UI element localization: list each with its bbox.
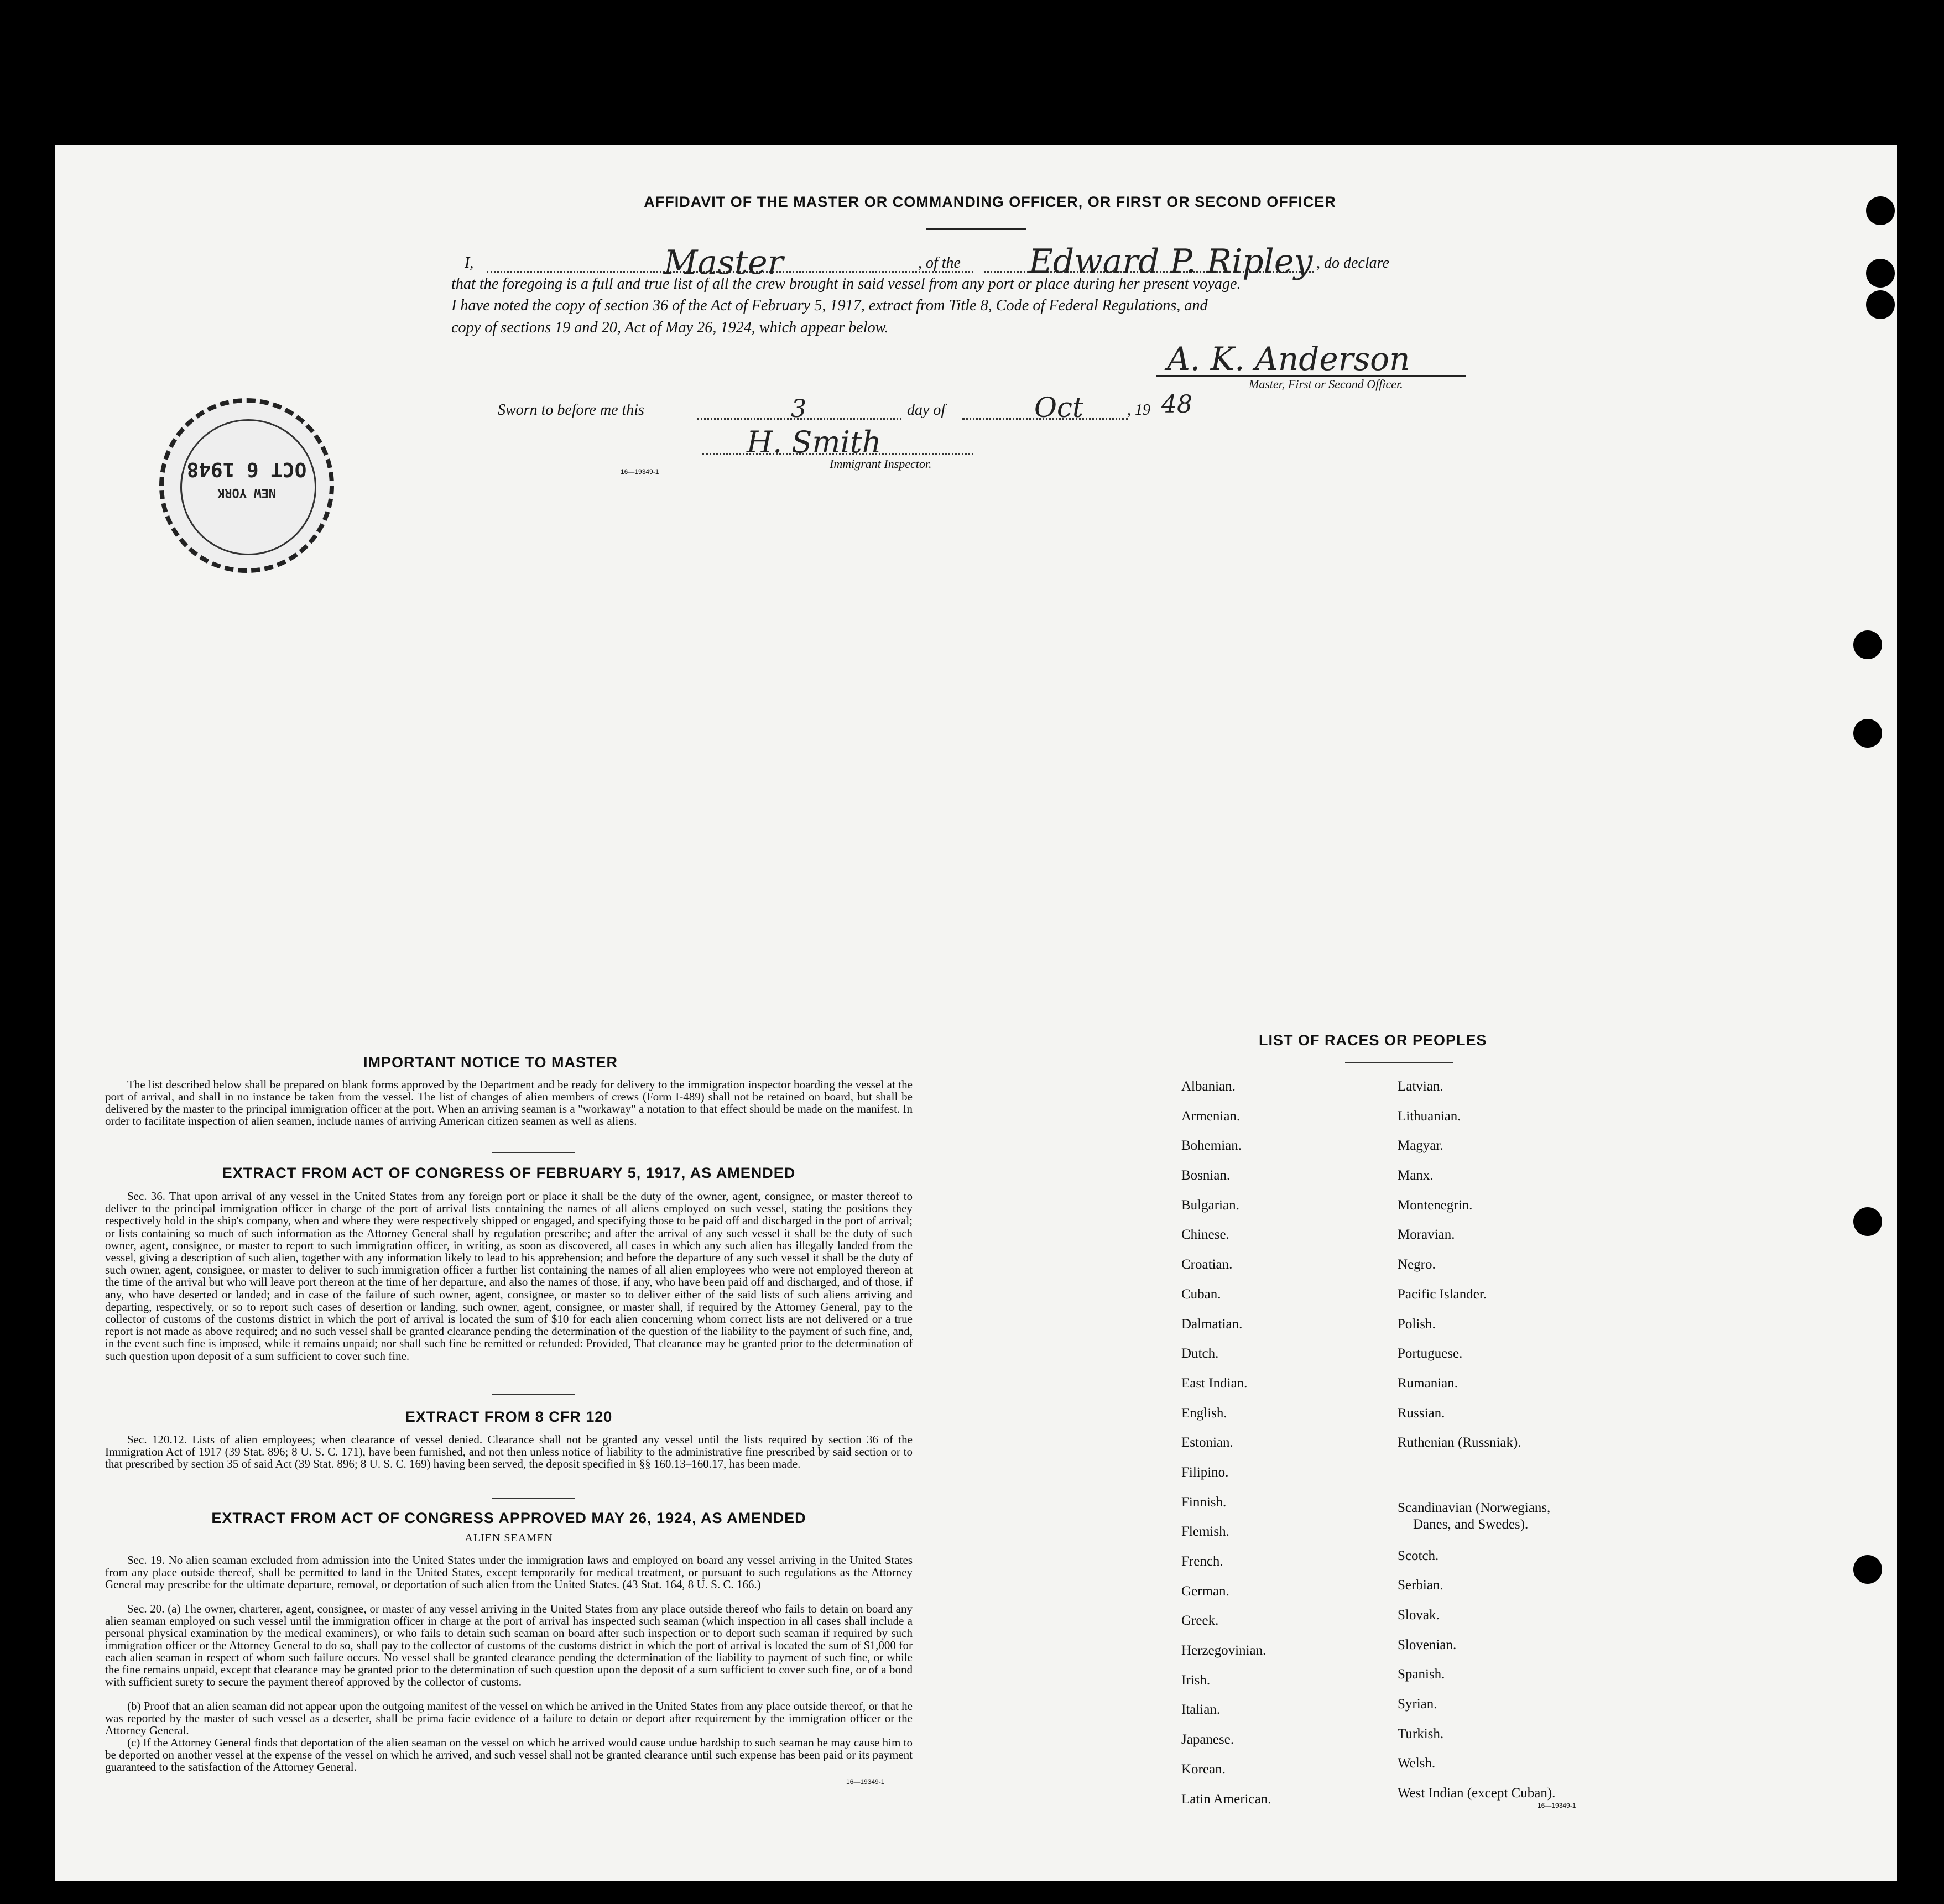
race-item: Spanish. xyxy=(1398,1667,1445,1682)
sworn-line xyxy=(498,390,1272,435)
race-item: Serbian. xyxy=(1398,1578,1443,1593)
vessel-value: Edward P. Ripley xyxy=(1029,242,1313,281)
date-stamp xyxy=(159,398,334,573)
stamp-date: OCT 6 1948 xyxy=(186,458,307,481)
race-item: Bohemian. xyxy=(1181,1138,1242,1154)
race-item: Bosnian. xyxy=(1181,1168,1231,1183)
notice-title: IMPORTANT NOTICE TO MASTER xyxy=(363,1054,618,1071)
year-prefix: , 19 xyxy=(1127,401,1150,419)
race-item: Dalmatian. xyxy=(1181,1316,1243,1332)
affidavit-line-3: I have noted the copy of section 36 of the Act of February 5, 1917, extract from Title 8, Code of Federal Regulations, and xyxy=(451,297,1208,314)
notice-body: The list described below shall be prepared on blank forms approved by the Department and be ready for delivery to the immigration inspector boarding the vessel at the port of arrival, and shall in no instance be taken from the vessel. The list of changes of alien members of crews (Form I-489) shall not be retained on board, but shall be delivered by the master to the principal immigration officer at the port. When an arriving seaman is a "workaway" a notation to that effect should be made on the manifest. In order to facilitate inspection of alien seamen, include names of arriving American citizen seamen as well as aliens. xyxy=(105,1078,913,1128)
races-title-rule xyxy=(1345,1062,1453,1063)
race-item: Irish. xyxy=(1181,1672,1211,1688)
race-item: Finnish. xyxy=(1181,1494,1227,1510)
race-item: Croatian. xyxy=(1181,1257,1233,1272)
race-item: Russian. xyxy=(1398,1405,1445,1421)
month-value: Oct xyxy=(1034,392,1084,424)
day-value: 3 xyxy=(791,395,806,423)
master-signature: A. K. Anderson xyxy=(1167,340,1410,378)
race-item: Manx. xyxy=(1398,1168,1434,1183)
race-item: Armenian. xyxy=(1181,1108,1241,1124)
race-item: Filipino. xyxy=(1181,1464,1229,1480)
extract-1917-body: Sec. 36. That upon arrival of any vessel in the United States from any foreign port or place it shall be the duty of the owner, agent, consignee, or master thereof to deliver to the principal immigration officer in charge of the port of arrival lists containing the names of all aliens employed on such vessel, stating the positions they respectively hold in the ship's company, when and where they were respectively shipped or engaged, and specifying those to be paid off and discharged in the port of arrival; or lists containing so much of such information as the Attorney General shall by regulation prescribe; and after the arrival of any such vessel it shall be the duty of such owner, agent, consignee, or master to report to such immigration officer, in writing, as soon as discovered, all cases in which any such alien has illegally landed from the vessel, giving a description of such alien, together with any information likely to lead to his apprehension; and before the departure of any such vessel it shall be the duty of such owner, agent, consignee, or master to deliver to such immigration officer a further list containing the names of all alien employees who were not employed thereon at the time of the arrival but who will leave port thereon at the time of her departure, and also the names of those, if any, who have been paid off and discharged, and of those, if any, who have deserted or landed; and in case of the failure of such owner, agent, consignee, or master so to deliver either of the said lists of such aliens arriving and departing, respectively, or so to report such cases of desertion or landing, such owner, agent, consignee, or master shall, if required by the Attorney General, pay to the collector of customs of the customs district in which the port of arrival is located the sum of $10 for each alien concerning whom correct lists are not delivered or a true report is not made as above required; and no such vessel shall be granted clearance pending the determination of the question of the liability to the payment of such fine, and, in the event such fine is imposed, while it remains unpaid; nor shall such fine be remitted or refunded: Provided, That clearance may be granted prior to the determination of such question upon deposit of a sum sufficient to cover such fine. xyxy=(105,1190,913,1363)
section-rule xyxy=(492,1152,575,1153)
race-item: English. xyxy=(1181,1405,1227,1421)
i-label: I, xyxy=(465,254,474,272)
stamp-location: NEW YORK xyxy=(217,486,276,499)
race-item: Slovak. xyxy=(1398,1608,1440,1623)
race-item: Scandinavian (Norwegians, xyxy=(1398,1500,1551,1515)
race-item: Albanian. xyxy=(1181,1079,1236,1094)
day-of-label: day of xyxy=(907,401,946,419)
race-item: Korean. xyxy=(1181,1761,1226,1777)
sec19-body: Sec. 19. No alien seaman excluded from admission into the United States under the immigration laws and employed on board any vessel arriving in the United States from any place outside thereof, shall be permitted to land in the United States, except temporarily for medical treatment, or pursuant to such regulations as the Attorney General may prescribe for the ultimate departure, removal, or deportation of such alien from the United States. (43 Stat. 164, 8 U. S. C. 166.) xyxy=(105,1553,913,1591)
race-item: Latvian. xyxy=(1398,1079,1443,1094)
race-item: Japanese. xyxy=(1181,1732,1234,1747)
race-item: East Indian. xyxy=(1181,1375,1248,1391)
race-item: Slovenian. xyxy=(1398,1637,1457,1652)
race-item: Chinese. xyxy=(1181,1227,1229,1243)
form-number-right: 16—19349-1 xyxy=(1538,1802,1576,1809)
race-item: Pacific Islander. xyxy=(1398,1286,1487,1302)
race-item: Turkish. xyxy=(1398,1726,1444,1741)
punch-hole xyxy=(1866,290,1895,319)
races-right-column xyxy=(1398,1072,1663,1808)
race-item: Italian. xyxy=(1181,1702,1221,1718)
race-item: Negro. xyxy=(1398,1257,1436,1272)
race-item: Latin American. xyxy=(1181,1791,1271,1807)
affidavit-line-4: copy of sections 19 and 20, Act of May 26, 1924, which appear below. xyxy=(451,319,889,336)
master-signature-line xyxy=(1156,375,1466,377)
sec20b-body: (b) Proof that an alien seaman did not appear upon the outgoing manifest of the vessel on which he arrived in the United States from any place outside thereof, or that he was reported by the master of such vessel as a deserter, shall be prima facie evidence of a failure to detain or deport after requirement by the immigration officer or the Attorney General. xyxy=(105,1699,913,1737)
section-rule xyxy=(492,1498,575,1499)
sec20a-body: Sec. 20. (a) The owner, charterer, agent, consignee, or master of any vessel arriving in the United States from any place outside thereof who fails to detain on board any alien seaman employed on such vessel until the immigration officer in charge at the port of arrival has inspected such seaman (which inspection in all cases shall include a personal physical examination by the medical examiners), or who fails to detain such seaman on board after such inspection or to deport such seaman if required by such immigration officer or the Attorney General to do so, shall pay to the collector of customs of the customs district in which the port of arrival is located the sum of $1,000 for each alien seaman in respect of whom such failure occurs. No vessel shall be granted clearance pending the determination of the liability to payment of such fine, or while the fine remains unpaid, except that clearance may be granted prior to the determination of such question upon the deposit of a sum sufficient to cover such fine, or of a bond with sufficient surety to secure the payment thereof approved by the collector of customs. xyxy=(105,1602,913,1688)
race-item: Rumanian. xyxy=(1398,1375,1458,1391)
race-item: Danes, and Swedes). xyxy=(1413,1516,1529,1532)
race-item: Scotch. xyxy=(1398,1548,1439,1563)
race-item: Bulgarian. xyxy=(1181,1197,1239,1213)
race-item: Herzegovinian. xyxy=(1181,1643,1267,1658)
punch-hole xyxy=(1853,719,1882,748)
race-item: French. xyxy=(1181,1554,1223,1569)
punch-hole xyxy=(1853,1207,1882,1236)
races-left-column xyxy=(1181,1072,1369,1814)
race-item: Montenegrin. xyxy=(1398,1197,1473,1213)
punch-hole xyxy=(1866,259,1895,288)
race-item: Portuguese. xyxy=(1398,1346,1463,1362)
race-item: Greek. xyxy=(1181,1613,1219,1629)
section-rule xyxy=(492,1394,575,1395)
extract-1917-title: EXTRACT FROM ACT OF CONGRESS OF FEBRUARY 5, 1917, AS AMENDED xyxy=(222,1165,796,1181)
race-item: German. xyxy=(1181,1583,1229,1599)
title-rule xyxy=(926,228,1026,230)
races-title: LIST OF RACES OR PEOPLES xyxy=(1259,1032,1487,1048)
race-item: Syrian. xyxy=(1398,1697,1437,1712)
inspector-signature: H. Smith xyxy=(747,425,882,460)
alien-seamen-subtitle: ALIEN SEAMEN xyxy=(465,1532,553,1544)
race-item: Cuban. xyxy=(1181,1286,1221,1302)
affidavit-line-2: that the foregoing is a full and true list of all the crew brought in said vessel from any port or place during her present voyage. xyxy=(451,275,1241,293)
race-item xyxy=(1398,1458,1663,1488)
extract-cfr-body: Sec. 120.12. Lists of alien employees; when clearance of vessel denied. Clearance shall not be granted any vessel until the lists required by section 36 of the Immigration Act of 1917 (39 Stat. 896; 8 U. S. C. 171), have been furnished, and not then unless notice of liability to the administrative fine prescribed by said section or to that prescribed by section 35 of said Act (39 Stat. 896; 8 U. S. C. 169) having been served, the deposit specified in §§ 160.13–160.17, has been made. xyxy=(105,1433,913,1470)
race-item: Welsh. xyxy=(1398,1756,1436,1771)
race-item: Moravian. xyxy=(1398,1227,1455,1243)
master-signature-caption: Master, First or Second Officer. xyxy=(1249,377,1403,391)
punch-hole xyxy=(1853,1555,1882,1584)
punch-hole xyxy=(1853,630,1882,659)
role-value: Master xyxy=(664,243,784,282)
race-item: Magyar. xyxy=(1398,1138,1443,1154)
inspector-caption: Immigrant Inspector. xyxy=(830,457,932,471)
race-item: West Indian (except Cuban). xyxy=(1398,1786,1556,1801)
do-declare-label: , do declare xyxy=(1316,254,1389,272)
extract-1924-title: EXTRACT FROM ACT OF CONGRESS APPROVED MAY 26, 1924, AS AMENDED xyxy=(211,1510,806,1526)
race-item: Polish. xyxy=(1398,1316,1436,1332)
race-item: Lithuanian. xyxy=(1398,1108,1461,1124)
form-number-left: 16—19349-1 xyxy=(846,1778,885,1786)
extract-cfr-title: EXTRACT FROM 8 CFR 120 xyxy=(405,1409,613,1425)
form-number-top: 16—19349-1 xyxy=(621,468,659,476)
race-item: Dutch. xyxy=(1181,1346,1219,1362)
race-item: Flemish. xyxy=(1181,1524,1229,1540)
punch-hole xyxy=(1866,196,1895,225)
inspector-signature-line xyxy=(702,453,973,455)
sworn-label: Sworn to before me this xyxy=(498,401,644,419)
race-item: Ruthenian (Russniak). xyxy=(1398,1435,1521,1451)
year-value: 48 xyxy=(1161,390,1192,419)
affidavit-title: AFFIDAVIT OF THE MASTER OR COMMANDING OFFICER, OR FIRST OR SECOND OFFICER xyxy=(644,194,1336,210)
race-item: Estonian. xyxy=(1181,1435,1233,1451)
sec20c-body: (c) If the Attorney General finds that deportation of the alien seaman on the vessel on which he arrived would cause undue hardship to such seaman he may cause him to be deported on another vessel at the expense of the vessel on which he arrived, and such vessel shall not be granted clearance until such expense has been paid or its payment guaranteed to the satisfaction of the Attorney General. xyxy=(105,1736,913,1773)
of-the-label: , of the xyxy=(918,254,961,272)
